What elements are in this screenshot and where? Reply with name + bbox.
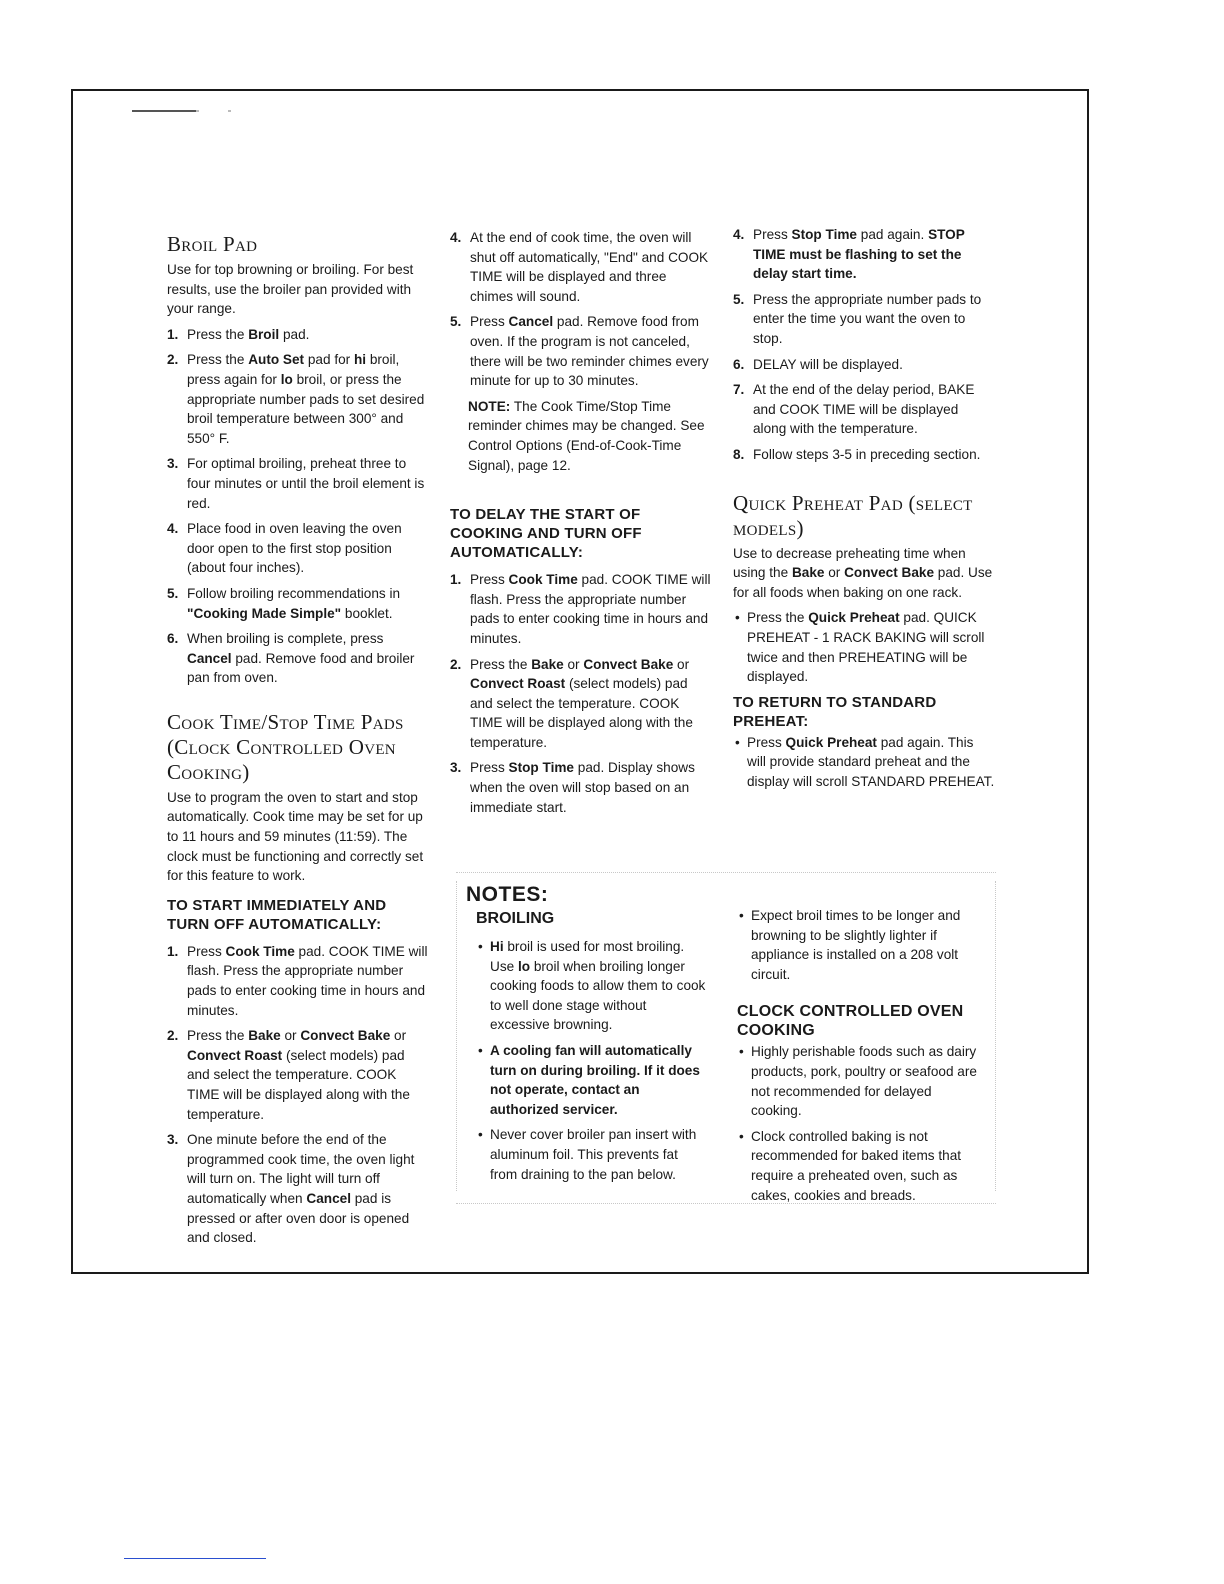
start-step: 2. Press the Bake or Convect Bake or Convect Roast (select models) pad and select the temperature. COOK TIME will be displayed along with the temperature. (167, 1028, 410, 1122)
clock-notes (737, 1042, 982, 1205)
return-standard-list (733, 733, 995, 792)
broiling-notes (466, 937, 708, 1184)
quick-preheat-bullet: • Press the Quick Preheat pad. QUICK PREHEAT - 1 RACK BAKING will scroll twice and then PREHEATING will be displayed. (733, 608, 995, 686)
clock-controlled-heading: CLOCK CONTROLLED OVEN COOKING (737, 1003, 964, 1040)
column-1 (167, 232, 429, 1254)
notes-right (737, 906, 982, 1211)
broil-intro: Use for top browning or broiling. For best results, use the broiler pan provided with your range. (167, 262, 414, 317)
clock-note: • Clock controlled baking is not recommended for baked items that require a preheated oven, such as cakes, cookies and breads. (737, 1127, 982, 1205)
bottom-rule (124, 1558, 266, 1559)
quick-preheat-intro: Use to decrease preheating time when using the Bake or Convect Bake pad. Use for all foods when baking on one rack. (733, 545, 993, 600)
delay-start-heading: TO DELAY THE START OF COOKING AND TURN OFF AUTOMATICALLY: (450, 506, 642, 562)
delay-step: 1. Press Cook Time pad. COOK TIME will flash. Press the appropriate number pads to enter cooking time in hours and minutes. (450, 572, 711, 646)
broil-step: 3. For optimal broiling, preheat three to four minutes or until the broil element is red. (167, 456, 425, 511)
quick-preheat-list (733, 608, 995, 686)
broil-step: 4. Place food in oven leaving the oven door open to the first stop position (about four inches). (167, 521, 402, 576)
broiling-note: • A cooling fan will automatically turn on during broiling. If it does not operate, contact an authorized servicer. (476, 1041, 708, 1119)
cook-step: 4. At the end of cook time, the oven will shut off automatically, "End" and COOK TIME will be displayed and three chimes will sound. (450, 230, 709, 304)
broil-step: 2. Press the Auto Set pad for hi broil, press again for lo broil, or press the appropriate number pads to set desired broil temperature between 300° and 550° F. (167, 352, 425, 446)
broiling-notes-continued (737, 906, 982, 984)
broil-step: 5. Follow broiling recommendations in "Cooking Made Simple" booklet. (167, 585, 401, 621)
notes-title: NOTES: (466, 883, 549, 906)
delay-step: 3. Press Stop Time pad. Display shows when the oven will stop based on an immediate start. (450, 760, 695, 815)
return-standard-heading: TO RETURN TO STANDARD PREHEAT: (733, 693, 937, 730)
broiling-note: • Hi broil is used for most broiling. Use lo broil when broiling longer cooking foods to allow them to cook to well done stage without excessive browning. (476, 937, 708, 1035)
start-steps (167, 942, 429, 1248)
delay-steps (450, 570, 712, 817)
column-2 (450, 228, 712, 823)
note-label: NOTE: (468, 398, 511, 414)
delay-step: 7. At the end of the delay period, BAKE and COOK TIME will be displayed along with the temperature. (733, 382, 975, 437)
delay-step: 2. Press the Bake or Convect Bake or Convect Roast (select models) pad and select the temperature. COOK TIME will be displayed along with the temperature. (450, 656, 693, 750)
broiling-heading: BROILING (476, 910, 555, 927)
cook-time-intro: Use to program the oven to start and stop automatically. Cook time may be set for up to 11 hours and 59 minutes (11:59). The clock must be functioning and correctly set for this feature to work. (167, 789, 424, 884)
quick-preheat-title: Quick Preheat Pad (select models) (733, 490, 973, 540)
notes-left (466, 883, 708, 1190)
delay-step: 8. Follow steps 3-5 in preceding section. (733, 446, 981, 462)
cook-time-continued-steps (450, 228, 712, 391)
delay-step: 6. DELAY will be displayed. (733, 356, 903, 372)
start-immediately-heading: TO START IMMEDIATELY AND TURN OFF AUTOMATICALLY: (167, 896, 387, 933)
cook-step: 5. Press Cancel pad. Remove food from oven. If the program is not canceled, there will be two reminder chimes every minute for up to 30 minutes. (450, 314, 709, 389)
delay-step: 4. Press Stop Time pad again. STOP TIME must be flashing to set the delay start time. (733, 227, 965, 282)
scan-mark (132, 110, 292, 112)
clock-note: • Highly perishable foods such as dairy products, pork, poultry or seafood are not recommended for delayed cooking. (737, 1042, 982, 1120)
broil-step: 6. When broiling is complete, press Cancel pad. Remove food and broiler pan from oven. (167, 631, 415, 686)
delay-continued-steps (733, 225, 995, 465)
column-3 (733, 225, 995, 797)
broil-step: 1. Press the Broil pad. (167, 326, 310, 342)
broil-steps (167, 325, 429, 688)
start-step: 3. One minute before the end of the programmed cook time, the oven light will turn on. The light will turn off automatically when Cancel pad is pressed or after oven door is opened and closed. (167, 1132, 415, 1246)
return-standard-bullet: • Press Quick Preheat pad again. This will provide standard preheat and the display will scroll STANDARD PREHEAT. (733, 733, 995, 792)
broiling-note: • Expect broil times to be longer and browning to be slightly lighter if appliance is installed on a 208 volt circuit. (737, 906, 982, 984)
broiling-note: • Never cover broiler pan insert with aluminum foil. This prevents fat from draining to the pan below. (476, 1125, 708, 1184)
delay-step: 5. Press the appropriate number pads to enter the time you want the oven to stop. (733, 291, 982, 346)
cook-time-title: Cook Time/Stop Time Pads (Clock Controlled Oven Cooking) (167, 709, 404, 784)
note-paragraph: NOTE: The Cook Time/Stop Time reminder chimes may be changed. See Control Options (End-of-Cook-Time Signal), page 12. (468, 398, 705, 473)
start-step: 1. Press Cook Time pad. COOK TIME will flash. Press the appropriate number pads to enter cooking time in hours and minutes. (167, 943, 428, 1018)
broil-pad-title: Broil Pad (167, 232, 258, 256)
